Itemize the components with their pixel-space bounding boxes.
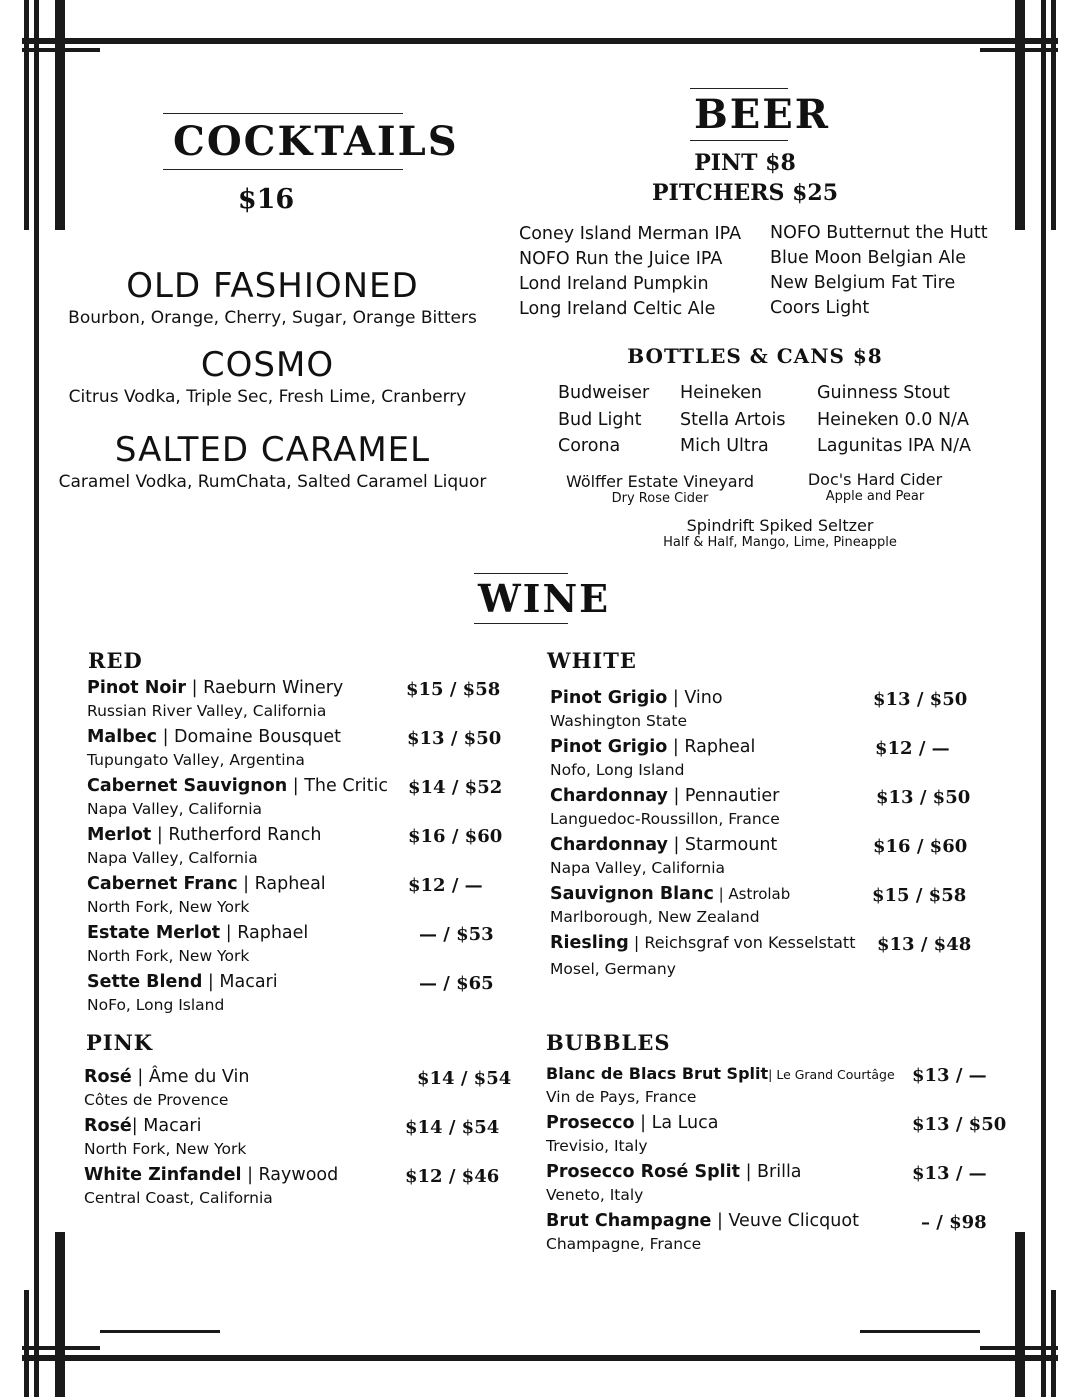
wine-name: Chardonnay	[550, 835, 668, 855]
beer-item: Lond Ireland Pumpkin	[519, 274, 709, 294]
wine-region: North Fork, New York	[87, 947, 250, 965]
beer-item: NOFO Butternut the Hutt	[770, 223, 988, 243]
wine-producer: | Raywood	[241, 1165, 339, 1185]
cocktail-description: Caramel Vodka, RumChata, Salted Caramel Liquor	[58, 472, 487, 492]
bottle-item: Bud Light	[558, 409, 642, 430]
cider-wolffer	[550, 472, 770, 506]
frame-line	[55, 0, 65, 230]
wine-region: North Fork, New York	[84, 1140, 247, 1158]
wine-producer: | Starmount	[667, 835, 778, 855]
wine-title: WINE	[474, 573, 568, 624]
wine-item	[87, 972, 278, 1014]
wine-item	[546, 1162, 802, 1204]
wine-name: Prosecco	[546, 1113, 635, 1133]
draft-list-right	[770, 221, 988, 321]
wine-item	[550, 688, 723, 730]
cocktails-title: COCKTAILS	[163, 113, 403, 170]
wine-region: Napa Valley, California	[87, 800, 263, 818]
wine-name: Estate Merlot	[87, 923, 221, 943]
wine-producer: | Rapheal	[667, 737, 756, 757]
wine-name: Sette Blend	[87, 972, 203, 992]
wine-name: Brut Champagne	[546, 1211, 712, 1231]
wine-item	[550, 933, 855, 978]
wine-name: Pinot Noir	[87, 678, 187, 698]
wine-price: $13 / —	[912, 1163, 987, 1184]
wine-producer: | Rapheal	[237, 874, 326, 894]
wine-name: Pinot Grigio	[550, 688, 668, 708]
extra-sub: Half & Half, Mango, Lime, Pineapple	[663, 535, 897, 550]
frame-line	[34, 0, 39, 1397]
wine-name: Pinot Grigio	[550, 737, 668, 757]
bottles-col-2	[680, 380, 785, 460]
wine-item	[550, 737, 755, 779]
wine-region: Nofo, Long Island	[550, 761, 685, 779]
beer-item: Blue Moon Belgian Ale	[770, 248, 967, 268]
beer-item: Coney Island Merman IPA	[519, 224, 742, 244]
wine-price: $12 / —	[408, 875, 483, 896]
wine-price: — / $65	[419, 973, 494, 994]
wine-item	[550, 884, 790, 926]
frame-line	[55, 1232, 65, 1397]
wine-price: $13 / —	[912, 1065, 987, 1086]
frame-line	[22, 1355, 1058, 1361]
wine-item	[87, 923, 308, 965]
wine-name: Riesling	[550, 933, 629, 953]
wine-region: Languedoc-Roussillon, France	[550, 810, 780, 828]
wine-price: $13 / $50	[873, 689, 968, 710]
bottles-col-1	[558, 380, 649, 460]
wine-producer: | Âme du Vin	[131, 1067, 250, 1087]
wine-region: Napa Valley, Calfornia	[87, 849, 258, 867]
wine-region: Veneto, Italy	[546, 1186, 644, 1204]
wine-name: White Zinfandel	[84, 1165, 242, 1185]
white-heading: WHITE	[547, 648, 637, 673]
cocktail-name: SALTED CARAMEL	[114, 430, 431, 470]
cocktails-price: $16	[237, 184, 295, 215]
wine-name: Malbec	[87, 727, 157, 747]
wine-region: Marlborough, New Zealand	[550, 908, 760, 926]
bottle-item: Guinness Stout	[817, 383, 950, 403]
wine-price: $14 / $54	[405, 1117, 500, 1138]
cocktail-name: OLD FASHIONED	[126, 266, 419, 306]
beer-item: Coors Light	[770, 298, 870, 318]
extra-name: Wölffer Estate Vineyard	[565, 472, 755, 491]
wine-producer: | Reichsgraf von Kesselstatt	[628, 933, 856, 952]
bottle-item: Mich Ultra	[680, 436, 769, 456]
wine-item	[87, 825, 321, 867]
wine-region: Russian River Valley, California	[87, 702, 327, 720]
wine-region: Côtes de Provence	[84, 1091, 229, 1109]
wine-region: Trevisio, Italy	[546, 1137, 648, 1155]
wine-price: — / $53	[419, 924, 494, 945]
bottle-item: Budweiser	[558, 383, 650, 403]
wine-item	[550, 786, 780, 828]
wine-price: $12 / $46	[405, 1166, 500, 1187]
wine-producer: | Macari	[202, 972, 278, 992]
frame-line	[24, 1290, 29, 1397]
wine-item	[87, 874, 326, 916]
wine-price: $13 / $48	[877, 934, 972, 955]
seltzer-spindrift	[620, 516, 940, 550]
wine-region: Washington State	[550, 712, 688, 730]
wine-name: Rosé	[84, 1116, 132, 1136]
frame-line	[1051, 0, 1056, 230]
wine-price: $15 / $58	[406, 679, 501, 700]
bottle-item: Stella Artois	[680, 409, 786, 430]
wine-region: Mosel, Germany	[550, 960, 676, 978]
wine-producer: | Vino	[667, 688, 723, 708]
wine-price: $16 / $60	[408, 826, 503, 847]
wine-item	[546, 1113, 718, 1155]
bottles-col-3	[817, 380, 971, 460]
cocktail-name: COSMO	[200, 345, 335, 385]
wine-item	[87, 727, 341, 769]
wine-producer: | Astrolab	[713, 885, 791, 903]
wine-producer: | Brilla	[740, 1162, 802, 1182]
beer-pint-price: PINT $8	[694, 150, 796, 176]
wine-price: $12 / —	[875, 738, 950, 759]
wine-price: $14 / $52	[408, 777, 503, 798]
beer-item: Long Ireland Celtic Ale	[519, 299, 716, 319]
wine-producer: | Domaine Bousquet	[157, 727, 342, 747]
wine-producer: | Macari	[131, 1116, 202, 1136]
wine-name: Blanc de Blacs Brut Split	[546, 1064, 769, 1083]
wine-item	[546, 1064, 895, 1106]
wine-price: $13 / $50	[876, 787, 971, 808]
frame-line	[1041, 0, 1046, 1397]
beer-item: NOFO Run the Juice IPA	[519, 249, 723, 269]
wine-producer: | Pennautier	[667, 786, 780, 806]
wine-item	[546, 1211, 859, 1253]
wine-producer: | Le Grand Courtâge	[768, 1067, 895, 1082]
wine-producer: | La Luca	[634, 1113, 719, 1133]
frame-line	[24, 0, 29, 230]
wine-price: $14 / $54	[417, 1068, 512, 1089]
wine-producer: | Veuve Clicquot	[711, 1211, 859, 1231]
wine-name: Prosecco Rosé Split	[546, 1162, 740, 1182]
red-heading: RED	[88, 648, 143, 673]
bubbles-heading: BUBBLES	[546, 1030, 671, 1055]
bottle-item: Lagunitas IPA N/A	[817, 436, 971, 456]
frame-line	[1015, 0, 1025, 230]
extra-name: Doc's Hard Cider	[807, 470, 943, 489]
wine-price: $13 / $50	[912, 1114, 1007, 1135]
wine-producer: | The Critic	[287, 776, 388, 796]
wine-region: Tupungato Valley, Argentina	[87, 751, 305, 769]
frame-line	[1015, 1232, 1025, 1397]
wine-region: North Fork, New York	[87, 898, 250, 916]
wine-name: Rosé	[84, 1067, 132, 1087]
bottles-cans-heading: BOTTLES & CANS $8	[627, 344, 883, 368]
wine-price: $15 / $58	[872, 885, 967, 906]
wine-item	[550, 835, 777, 877]
wine-region: Napa Valley, California	[550, 859, 726, 877]
wine-item	[84, 1165, 338, 1207]
extra-sub: Dry Rose Cider	[611, 491, 709, 506]
wine-producer: | Rutherford Ranch	[151, 825, 322, 845]
bottle-item: Corona	[558, 436, 621, 456]
draft-list-left	[519, 222, 741, 322]
wine-name: Cabernet Sauvignon	[87, 776, 288, 796]
wine-name: Cabernet Franc	[87, 874, 238, 894]
bottle-item: Heineken 0.0 N/A	[817, 409, 969, 430]
wine-item	[84, 1067, 249, 1109]
wine-producer: | Raeburn Winery	[186, 678, 344, 698]
wine-name: Chardonnay	[550, 786, 668, 806]
wine-region: Champagne, France	[546, 1235, 702, 1253]
bottle-item: Heineken	[680, 383, 763, 403]
pink-heading: PINK	[86, 1030, 154, 1055]
frame-line	[100, 1330, 220, 1333]
wine-producer: | Raphael	[220, 923, 309, 943]
beer-item: New Belgium Fat Tire	[770, 273, 956, 293]
wine-price: – / $98	[921, 1212, 987, 1233]
wine-region: Central Coast, California	[84, 1189, 273, 1207]
extra-name: Spindrift Spiked Seltzer	[686, 516, 874, 535]
wine-price: $13 / $50	[407, 728, 502, 749]
wine-item	[87, 678, 343, 720]
wine-region: Vin de Pays, France	[546, 1088, 697, 1106]
wine-name: Sauvignon Blanc	[550, 884, 714, 904]
wine-item	[84, 1116, 246, 1158]
wine-item	[87, 776, 388, 818]
beer-title: BEER	[690, 88, 788, 141]
cocktail-description: Citrus Vodka, Triple Sec, Fresh Lime, Cranberry	[68, 387, 467, 407]
frame-line	[22, 38, 1058, 44]
wine-price: $16 / $60	[873, 836, 968, 857]
wine-region: NoFo, Long Island	[87, 996, 225, 1014]
frame-line	[1051, 1290, 1056, 1397]
frame-line	[860, 1330, 980, 1333]
beer-pitchers-price: PITCHERS $25	[651, 180, 839, 206]
wine-name: Merlot	[87, 825, 152, 845]
cocktail-description: Bourbon, Orange, Cherry, Sugar, Orange Bitters	[68, 308, 477, 328]
cider-docs	[790, 470, 960, 504]
extra-sub: Apple and Pear	[825, 489, 925, 504]
